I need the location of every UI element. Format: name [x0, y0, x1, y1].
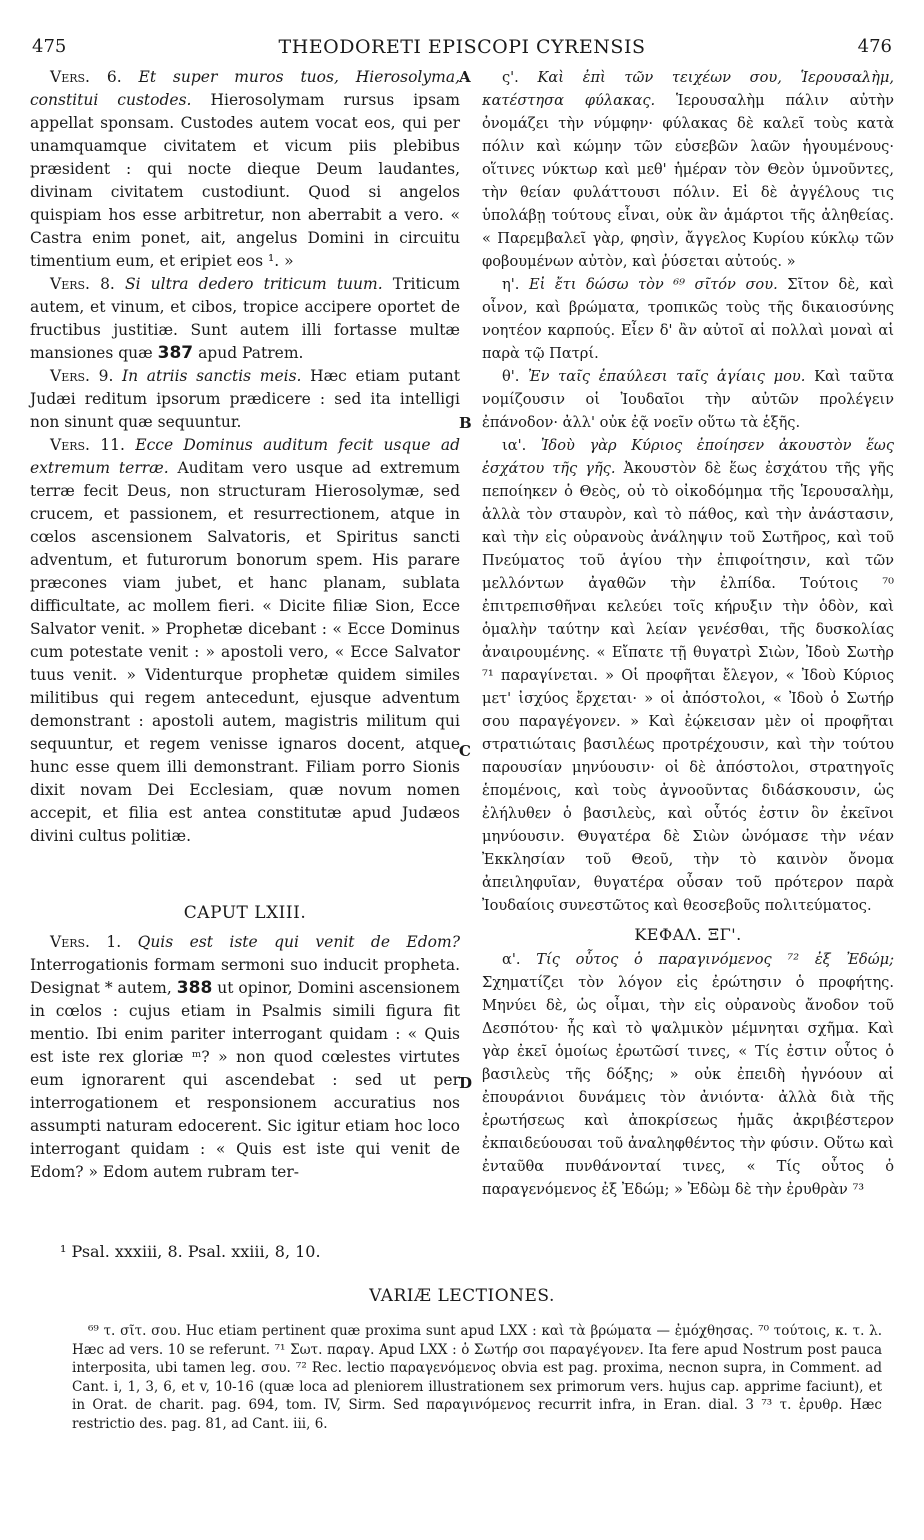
- variae-lectiones-text: ⁶⁹ τ. σῖτ. σου. Huc etiam pertinent quæ proxima sunt apud LXX : καὶ τὰ βρώματα — ἐμόχθησας. ⁷⁰ τούτοις, κ. τ. λ. Hæc ad vers. 10 se referunt. ⁷¹ Σωτ. παραγ. Apud LXX : ὁ Σωτήρ σοι παραγέγονεν. Ita fere apud Nostrum post pauca interposita, ubi tamen leg. σου. ⁷² Rec. lectio παραγενόμενος obvia est pag. proxima, necnon supra, in Comment. ad Cant. i, 1, 3, 6, et v, 10-16 (quæ loca ad pleniorem illustrationem sex primorum vers. hujus cap. apprime faciunt), et in Orat. de charit. pag. 694, tom. IV, Sirm. Sed παραγινόμενος recurrit infra, in Eran. dial. 3 ⁷³ τ. ἐρυθρ. Hæc restrictio des. pag. 81, ad Cant. iii, 6.: [72, 1323, 882, 1432]
- greek-column: [482, 66, 894, 1201]
- verse-commentary: Σχηματίζει τὸν λόγον εἰς ἐρώτησιν ὁ προφήτης. Μηνύει δὲ, ὡς οἶμαι, τὴν εἰς οὐρανοὺς ἄνοδον τοῦ Δεσπότου· ἧς καὶ τὸ ψαλμικὸν μέμνηται σχῆμα. Καὶ γὰρ ἐκεῖ ὁμοίως ἐρωτῶσί τινες, « Τίς ἐστιν οὗτος ὁ βασιλεὺς τῆς δόξης; » οὐκ ἐπειδὴ ἠγνόουν αἱ ἐπουράνιοι δυνάμεις τὸν ἀνιόντα· ἀλλὰ διὰ τῆς ἐρωτήσεως καὶ ἀποκρίσεως ἡμᾶς ἀκριβέστερον ἐκπαιδεύουσαι τοῦ ἀναληφθέντος τὴν φύσιν. Οὕτω καὶ ἐνταῦθα πυνθάνονταί τινες, « Τίς οὗτος ὁ παραγενόμενος ἐξ Ἐδώμ; » Ἐδὼμ δὲ τὴν ἐρυθρὰν ⁷³: [482, 974, 894, 1198]
- verse-quote: In atriis sanctis meis.: [122, 367, 302, 385]
- margin-letter-c: C: [459, 742, 471, 760]
- running-title: THEODORETI EPISCOPI CYRENSIS: [278, 36, 646, 58]
- verse-quote: Εἰ ἔτι δώσω τὸν ⁶⁹ σῖτόν σου.: [528, 276, 778, 293]
- margin-letter-b: B: [459, 414, 472, 432]
- verse-commentary: Σῖτον δὲ, καὶ οἶνον, καὶ βρώματα, τροπικῶς τοὺς τῆς δικαιοσύνης νοητέον καρπούς. Εἶεν δ' ἂν αὐτοῖ αἱ πολλαὶ μοναὶ αἱ παρὰ τῷ Πατρί.: [482, 276, 895, 362]
- footnote: ¹ Psal. xxxiii, 8. Psal. xxiii, 8, 10.: [60, 1242, 321, 1261]
- verse-label: Vers. 1.: [50, 933, 122, 951]
- verse-commentary: Ἀκουστὸν δὲ ἕως ἐσχάτου τῆς γῆς πεποίηκεν ὁ Θεὸς, οὐ τὸ οἰκοδόμημα τῆς Ἱερουσαλὴμ, ἀλλὰ τὸν σταυρὸν, καὶ τὸ πάθος, καὶ τὴν ἀνάστασιν, καὶ τὴν εἰς οὐρανοὺς ἀνάληψιν τοῦ Σωτῆρος, καὶ τοῦ Πνεύματος τοῦ ἁγίου τὴν ἐπιφοίτησιν, καὶ τῶν μελλόντων ἀγαθῶν τὴν ἐλπίδα. Τούτοις ⁷⁰ ἐπιτρεπισθῆναι κελεύει τοῖς κήρυξιν τὴν ὁδὸν, καὶ ὁμαλὴν ταύτην καὶ λείαν γενέσθαι, τῆς δυσκολίας ἀναιρουμένης. « Εἴπατε τῇ θυγατρὶ Σιὼν, Ἰδοὺ Σωτὴρ ⁷¹ παραγίνεται. » Οἱ προφῆται ἔλεγον, « Ἰδοὺ Κύριος μετ' ἰσχύος ἔρχεται· » οἱ ἀπόστολοι, « Ἰδοὺ ὁ Σωτήρ σου παραγέγονεν. » Καὶ ἐῴκεισαν μὲν οἱ προφῆται στρατιώταις βασιλέως προτρέχουσιν, καὶ τὴν τούτου παρουσίαν μηνύουσιν· οἱ δὲ ἀπόστολοι, στρατηγοῖς ἑπομένοις, καὶ τοὺς ἀγνοοῦντας διδάσκουσιν, ὡς ἐλήλυθεν ὁ βασιλεὺς, καὶ οὗτός ἐστιν ὃν ἐκεῖνοι μηνύουσιν. Θυγατέρα δὲ Σιὼν ὠνόμασε τὴν νέαν Ἐκκλησίαν τοῦ Θεοῦ, τὴν τὸ καινὸν ὄνομα ἀπειληφυῖαν, θυγατέρα οὖσαν τοῦ πρότερον παρὰ Ἰουδαίοις συνεστῶτος καὶ θεοσεβοῦς πολιτεύματος.: [482, 460, 894, 914]
- greek-verse-11: [482, 434, 894, 917]
- greek-verse-8: [482, 273, 894, 365]
- column-number: 388: [176, 978, 213, 998]
- greek-chapter-verse-1: [482, 948, 894, 1201]
- verse-quote: Si ultra dedero triticum tuum.: [124, 275, 383, 293]
- chapter-heading-greek: ΚΕΦΑΛ. ΞΓ'.: [634, 925, 742, 944]
- verse-quote: Quis est iste qui venit de Edom?: [137, 933, 461, 951]
- page-header: [32, 36, 892, 64]
- verse-label: α'.: [502, 951, 521, 968]
- latin-chapter-verse-1: [30, 931, 460, 1184]
- verse-label: Vers. 6.: [50, 68, 122, 86]
- verse-commentary: ut opinor, Domini ascensionem in cœlos : cujus etiam in Psalmis simili figura fit mentio. Ibi enim pariter interrogant quidam : « Quis est iste rex gloriæ ᵐ? » non quod cœlestes virtutes eum ignorarent qui ascendebat : sed ut per interrogationem et responsionem accuratius nos assumpti naturam edocerent. Sic igitur etiam hoc loco interrogant quidam : « Quis est iste qui venit de Edom? » Edom autem rubram ter-: [30, 979, 460, 1181]
- latin-verse-8: [30, 273, 460, 365]
- verse-commentary: Hæc etiam putant Judæi reditum ipsorum prædicere : sed ita intelligi non sinunt quæ sequuntur.: [30, 367, 460, 431]
- verse-commentary: Ἱερουσαλὴμ πάλιν αὐτὴν ὀνομάζει τὴν νύμφην· φύλακας δὲ καλεῖ τοὺς κατὰ πόλιν καὶ κώμην τῶν εὐσεβῶν λαῶν ἡγουμένους· οἵτινες νύκτωρ καὶ μεθ' ἡμέραν τὸν Θεὸν ὑμνοῦντες, τὴν θείαν φυλάττουσι πόλιν. Εἰ δὲ ἀγγέλους τις ὑπολάβῃ τούτους εἶναι, οὐκ ἂν ἁμάρτοι τῆς ἀληθείας. « Παρεμβαλεῖ γὰρ, φησὶν, ἄγγελος Κυρίου κύκλῳ τῶν φοβουμένων αὐτὸν, καὶ ῥύσεται αὐτούς. »: [482, 92, 894, 270]
- margin-letter-d: D: [459, 1074, 473, 1092]
- verse-commentary: Auditam vero usque ad extremum terræ fecit Deus, non structuram Hierosolymæ, sed crucem, et passionem, et resurrectionem, atque in cœlos ascensionem Salvatoris, et Spiritus sancti adventum, et futurorum bonorum spem. His parare præcones viam jubet, et hanc planam, sublata difficultate, ac mollem fieri. « Dicite filiæ Sion, Ecce Salvator venit. » Prophetæ dicebant : « Ecce Dominus cum potestate venit : » apostoli vero, « Ecce Salvator tuus venit. » Videnturque prophetæ quidem similes militibus qui regem antecedunt, ejusque adventum demonstrant : apostoli autem, magistris militum qui sequuntur, et regem venisse ignaros docent, atque hunc esse quem illi demonstrant. Filiam porro Sionis dixit novam Dei Ecclesiam, quæ novum nomen accepit, et filia est antea constitutæ apud Judæos divini cultus politiæ.: [30, 459, 460, 845]
- verse-label: Vers. 9.: [50, 367, 114, 385]
- page-number-right: 476: [857, 36, 892, 57]
- verse-label: ια'.: [502, 437, 527, 454]
- greek-verse-9: [482, 365, 894, 434]
- verse-quote: Ἰδοὺ γὰρ Κύριος ἐποίησεν ἀκουστὸν ἕως ἐσχάτου τῆς γῆς.: [482, 437, 894, 477]
- column-number: 387: [157, 343, 194, 363]
- verse-label: Vers. 11.: [50, 436, 125, 454]
- verse-commentary: Hierosolymam rursus ipsam appellat sponsam. Custodes autem vocat eos, qui per unamquamque civitatem et vicum piis plebibus præsident : qui nocte dieque Deum laudantes, divinam civitatem custodiunt. Quod si angelos quispiam hos esse arbitretur, non aberrabit a vero. « Castra enim ponet, ait, angelus Domini in circuitu timentium eum, et eripiet eos ¹. »: [30, 91, 460, 270]
- verse-quote: Et super muros tuos, Hierosolyma, constitui custodes.: [30, 68, 460, 109]
- page-number-left: 475: [32, 36, 67, 57]
- latin-verse-11: [30, 434, 460, 848]
- verse-commentary: Interrogationis formam sermoni suo inducit propheta. Designat * autem,: [30, 956, 460, 997]
- verse-commentary: Καὶ ταῦτα νομίζουσιν οἱ Ἰουδαῖοι τὴν αὐτῶν προλέγειν ἐπάνοδον· ἀλλ' οὐκ ἐᾷ νοεῖν οὕτω τὰ ἑξῆς.: [482, 368, 894, 431]
- chapter-heading-latin: CAPUT LXIII.: [183, 903, 307, 923]
- verse-quote: Καὶ ἐπὶ τῶν τειχέων σου, Ἱερουσαλὴμ, κατέστησα φύλακας.: [482, 69, 894, 109]
- verse-label: θ'.: [502, 368, 520, 385]
- latin-verse-9: [30, 365, 460, 434]
- verse-commentary: apud Patrem.: [198, 344, 304, 362]
- variae-lectiones-title: VARIÆ LECTIONES.: [369, 1286, 555, 1306]
- spacer: [30, 848, 460, 892]
- verse-label: ς'.: [502, 69, 519, 86]
- verse-quote: Τίς οὗτος ὁ παραγινόμενος ⁷² ἐξ Ἐδώμ;: [536, 951, 894, 968]
- latin-column: [30, 66, 460, 1184]
- verse-label: η'.: [502, 276, 520, 293]
- latin-verse-6: [30, 66, 460, 273]
- margin-letter-a: A: [459, 68, 471, 86]
- verse-label: Vers. 8.: [50, 275, 115, 293]
- verse-commentary: Triticum autem, et vinum, et cibos, tropice accipere oportet de fructibus justitiæ. Sunt autem illi fortasse multæ mansiones quæ: [30, 275, 461, 362]
- greek-verse-6: [482, 66, 894, 273]
- variae-lectiones-notes: [72, 1322, 882, 1433]
- verse-quote: Ecce Dominus auditum fecit usque ad extremum terræ.: [30, 436, 460, 477]
- verse-quote: Ἐν ταῖς ἐπαύλεσι ταῖς ἁγίαις μου.: [528, 368, 806, 385]
